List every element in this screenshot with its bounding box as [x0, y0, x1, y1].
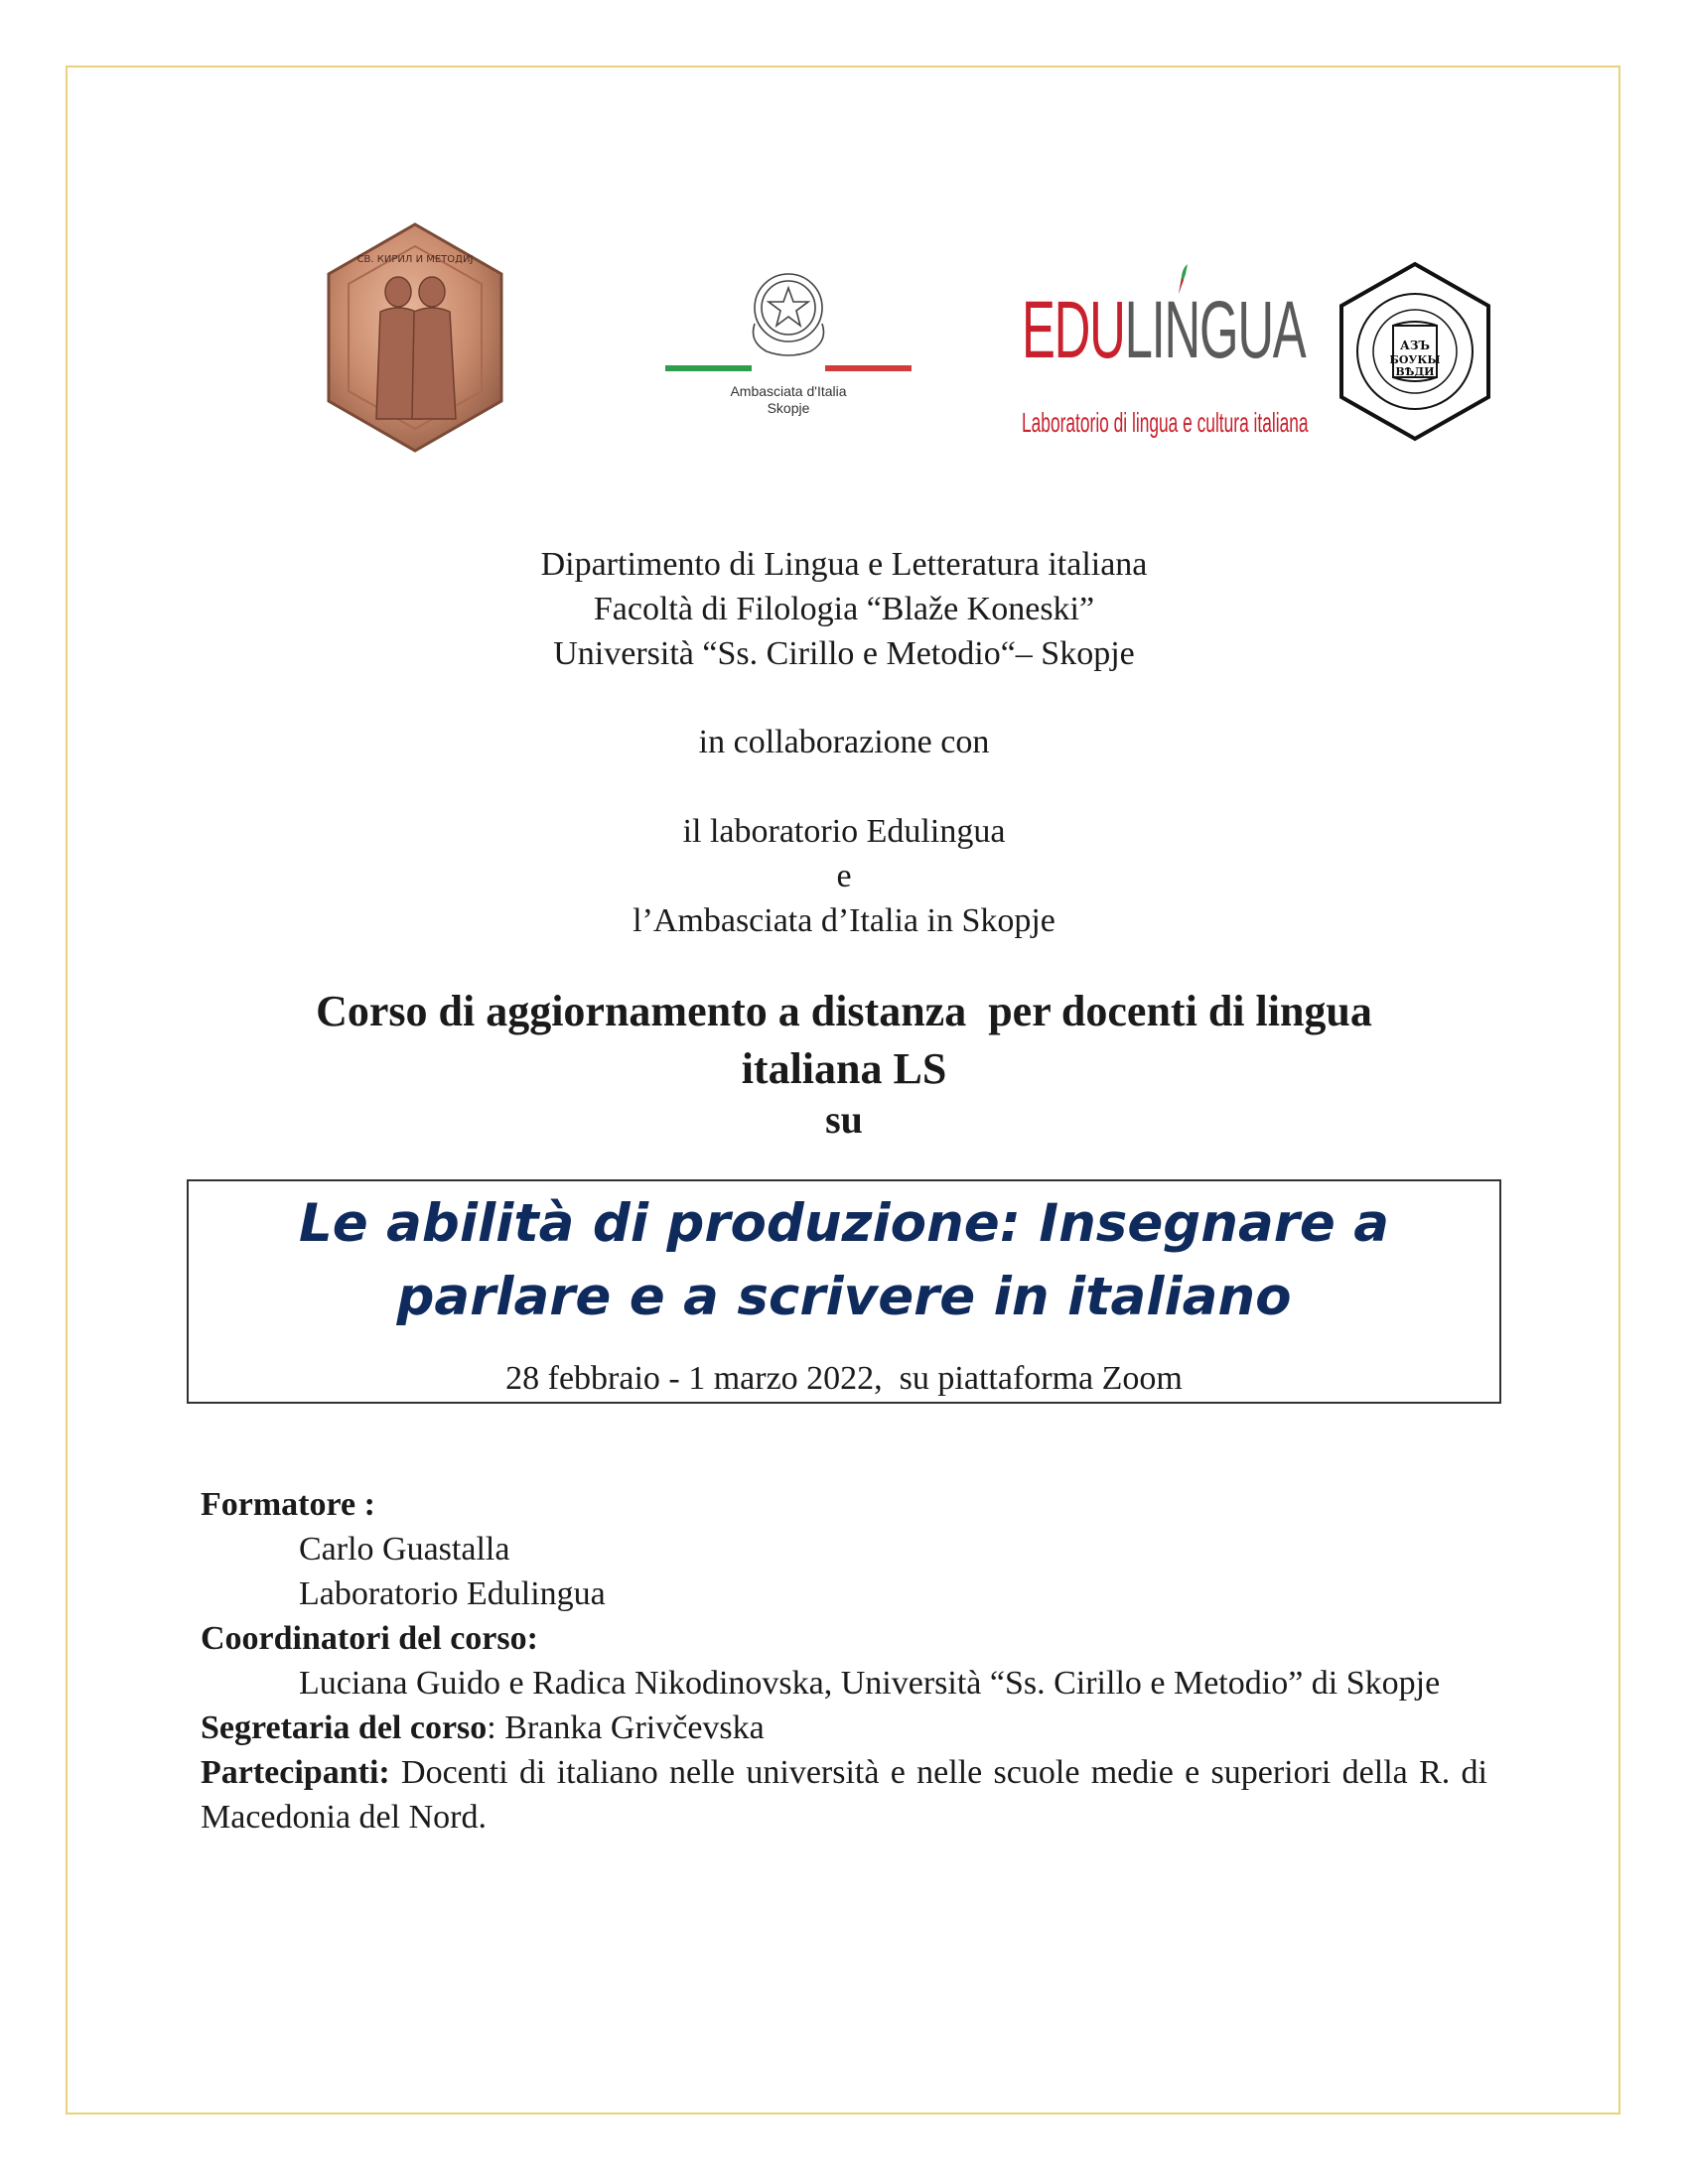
formatore-org: Laboratorio Edulingua — [299, 1575, 606, 1612]
segreteria-row — [201, 1706, 1487, 1750]
partner-edulingua: il laboratorio Edulingua — [682, 813, 1006, 850]
embassy-caption — [665, 383, 912, 417]
partecipanti-label: Partecipanti: — [201, 1754, 390, 1791]
partner-conjunction: e — [836, 858, 852, 894]
embassy-caption-line2: Skopje — [767, 400, 810, 416]
italy-emblem-icon — [665, 260, 912, 359]
organizer-block — [0, 542, 1688, 676]
partner-embassy: l’Ambasciata d’Italia in Skopje — [633, 902, 1055, 939]
course-title — [199, 983, 1489, 1098]
topic-title-line1: Le abilità di produzione: Insegnare a — [298, 1193, 1390, 1254]
university-seal-text: СВ. КИРИЛ И МЕТОДИЈ — [356, 254, 474, 265]
svg-text:БОУКЫ: БОУКЫ — [1389, 353, 1441, 366]
partecipanti-row — [201, 1750, 1487, 1840]
edulingua-logo — [1018, 260, 1309, 459]
segreteria-value: : Branka Grivčevska — [487, 1709, 765, 1746]
topic-box — [187, 1179, 1501, 1404]
topic-title-line2: parlare e a scrivere in italiano — [396, 1267, 1292, 1327]
university-seal-logo — [323, 220, 507, 455]
course-title-line1: Corso di aggiornamento a distanza per docenti di lingua — [316, 987, 1372, 1035]
course-details — [201, 1482, 1487, 1840]
faculty-logo — [1336, 260, 1494, 443]
collaboration-line: in collaborazione con — [698, 724, 990, 760]
svg-text:ВѢДИ: ВѢДИ — [1395, 365, 1435, 378]
university-line: Università “Ss. Cirillo e Metodio“– Skopje — [553, 635, 1135, 672]
formatore-label: Formatore : — [201, 1486, 375, 1523]
formatore-name: Carlo Guastalla — [299, 1531, 510, 1568]
embassy-logo — [665, 260, 912, 427]
edulingua-tagline: Laboratorio di lingua e cultura italiana — [1022, 407, 1309, 438]
course-title-line2: italiana LS — [741, 1044, 947, 1093]
coordinatori-value: Luciana Guido e Radica Nikodinovska, Università “Ss. Cirillo e Metodio” di Skopje — [299, 1665, 1441, 1702]
faculty-logo-inner-text: АЗЪ — [1400, 339, 1430, 352]
edulingua-wordmark-gray: LINGUA — [1124, 285, 1306, 375]
faculty-line: Facoltà di Filologia “Blaže Koneski” — [593, 591, 1095, 627]
edulingua-wordmark — [1022, 285, 1306, 375]
course-su: su — [825, 1097, 863, 1142]
segreteria-label: Segretaria del corso — [201, 1709, 488, 1746]
partecipanti-value: Docenti di italiano nelle università e nelle scuole medie e superiori della R. di Macedonia del Nord. — [201, 1754, 1487, 1836]
partners-block — [0, 809, 1688, 943]
department-line: Dipartimento di Lingua e Letteratura italiana — [540, 546, 1148, 583]
edulingua-wordmark-red: EDU — [1022, 285, 1125, 375]
embassy-caption-line1: Ambasciata d'Italia — [730, 383, 847, 399]
topic-date: 28 febbraio - 1 marzo 2022, su piattaforma Zoom — [505, 1360, 1183, 1397]
coordinatori-label: Coordinatori del corso: — [201, 1620, 538, 1657]
topic-title — [189, 1187, 1499, 1334]
italian-flag-stripe — [665, 365, 912, 371]
